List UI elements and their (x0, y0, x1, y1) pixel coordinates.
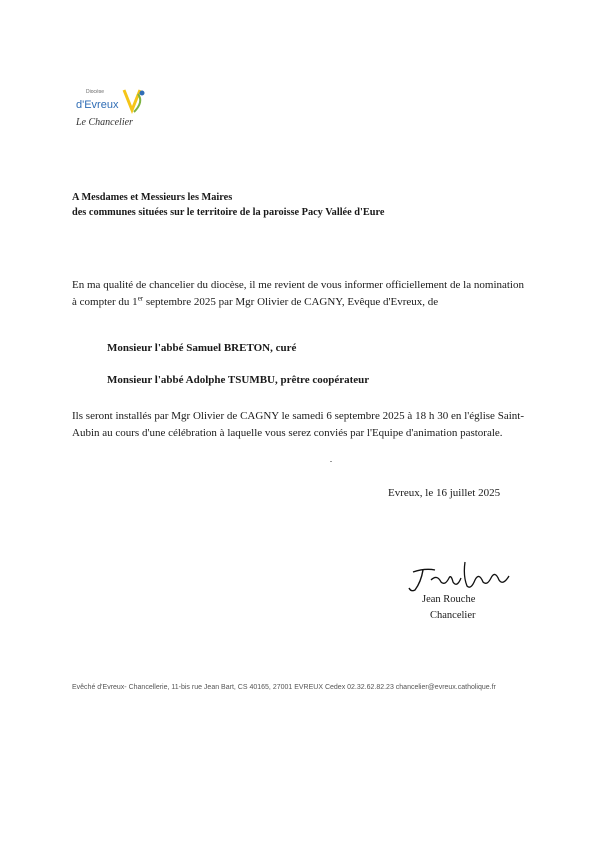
paragraph-announcement-part-2: septembre 2025 par Mgr Olivier de CAGNY, Evêque d'Evreux, de (143, 295, 439, 308)
logo-emblem-dot (140, 91, 145, 96)
paragraph-announcement-part-1: En ma qualité de chancelier du diocèse, il me revient de vous informer officiellement de la nomination à compter du 1 (72, 279, 524, 308)
logo-small-text: Diocèse (86, 89, 105, 95)
addressee-line-2: des communes situées sur le territoire de la paroisse Pacy Vallée d'Eure (72, 207, 385, 218)
paragraph-announcement (72, 277, 524, 310)
signer-name: Jean Rouche (422, 594, 476, 605)
chancellor-label: Le Chancelier (76, 117, 133, 128)
addressee-line-1: A Mesdames et Messieurs les Maires (72, 192, 233, 203)
handwritten-signature (405, 556, 515, 596)
logo-text: d'Evreux (76, 99, 119, 111)
nominee-curate: Monsieur l'abbé Samuel BRETON, curé (107, 342, 297, 354)
ordinal-superscript: er (137, 293, 144, 302)
addressee-block (72, 190, 384, 220)
paragraph-installation: Ils seront installés par Mgr Olivier de CAGNY le samedi 6 septembre 2025 à 18 h 30 en l'église Saint-Aubin au cours d'une célébration à laquelle vous serez conviés par l'Equipe d'animation pastorale. (72, 410, 524, 439)
nominee-cooperator: Monsieur l'abbé Adolphe TSUMBU, prêtre coopérateur (107, 374, 370, 386)
signer-title: Chancelier (430, 610, 476, 621)
scan-speck (330, 461, 332, 462)
place-date: Evreux, le 16 juillet 2025 (388, 487, 501, 499)
footer-contact: Evêché d'Evreux- Chancellerie, 11-bis rue Jean Bart, CS 40165, 27001 EVREUX Cedex 02.32.62.82.23 chancelier@evreux.catholique.fr (72, 684, 496, 691)
diocese-logo (72, 84, 152, 118)
